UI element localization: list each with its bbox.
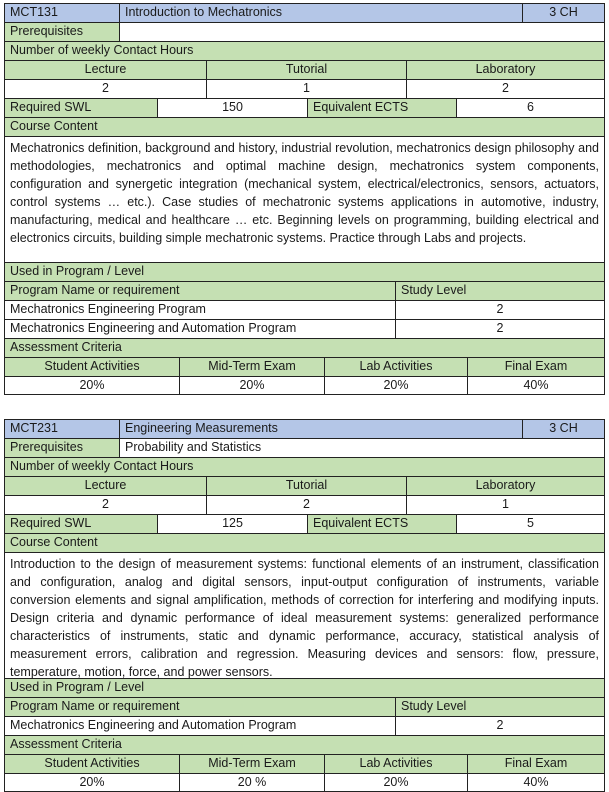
course-code: MCT131	[5, 4, 119, 22]
assessment-criteria-row	[4, 338, 605, 357]
course-table-mct131	[4, 3, 605, 395]
final-exam-value: 40%	[467, 774, 604, 791]
lecture-label: Lecture	[5, 477, 206, 495]
equivalent-ects-value: 6	[456, 99, 604, 117]
course-header-row	[4, 419, 605, 438]
study-level-label: Study Level	[395, 282, 604, 300]
contact-hours-values-row	[4, 79, 605, 98]
assessment-header-row	[4, 754, 605, 773]
course-title: Introduction to Mechatronics	[119, 4, 522, 22]
swl-ects-row	[4, 98, 605, 117]
prerequisites-row	[4, 438, 605, 457]
prerequisites-value	[119, 23, 604, 41]
final-exam-value: 40%	[467, 377, 604, 394]
equivalent-ects-label: Equivalent ECTS	[307, 99, 456, 117]
mid-term-exam-value: 20 %	[179, 774, 324, 791]
program-row	[4, 300, 605, 319]
course-content-label: Course Content	[5, 118, 604, 136]
program-name: Mechatronics Engineering and Automation Program	[5, 320, 395, 338]
study-level-label: Study Level	[395, 698, 604, 716]
mid-term-exam-label: Mid-Term Exam	[179, 755, 324, 773]
course-content-row	[4, 552, 605, 678]
credit-hours: 3 CH	[522, 4, 604, 22]
program-name: Mechatronics Engineering and Automation Program	[5, 717, 395, 735]
course-title: Engineering Measurements	[119, 420, 522, 438]
equivalent-ects-value: 5	[456, 515, 604, 533]
program-level: 2	[395, 320, 604, 338]
laboratory-value: 1	[406, 496, 604, 514]
program-level: 2	[395, 301, 604, 319]
course-content-label: Course Content	[5, 534, 604, 552]
used-in-program-row	[4, 678, 605, 697]
assessment-header-row	[4, 357, 605, 376]
contact-hours-header-row	[4, 60, 605, 79]
prerequisites-row	[4, 22, 605, 41]
final-exam-label: Final Exam	[467, 755, 604, 773]
assessment-criteria-label: Assessment Criteria	[5, 736, 604, 754]
student-activities-label: Student Activities	[5, 755, 179, 773]
program-name-label: Program Name or requirement	[5, 698, 395, 716]
course-header-row	[4, 3, 605, 22]
required-swl-label: Required SWL	[5, 515, 157, 533]
lab-activities-value: 20%	[324, 377, 467, 394]
required-swl-label: Required SWL	[5, 99, 157, 117]
program-header-row	[4, 281, 605, 300]
student-activities-label: Student Activities	[5, 358, 179, 376]
mid-term-exam-value: 20%	[179, 377, 324, 394]
program-row	[4, 716, 605, 735]
mid-term-exam-label: Mid-Term Exam	[179, 358, 324, 376]
student-activities-value: 20%	[5, 377, 179, 394]
course-content-row	[4, 136, 605, 262]
tutorial-value: 2	[206, 496, 406, 514]
course-content-label-row	[4, 117, 605, 136]
prerequisites-label: Prerequisites	[5, 439, 119, 457]
lecture-value: 2	[5, 80, 206, 98]
course-code: MCT231	[5, 420, 119, 438]
laboratory-value: 2	[406, 80, 604, 98]
prerequisites-label: Prerequisites	[5, 23, 119, 41]
assessment-values-row	[4, 773, 605, 792]
program-row	[4, 319, 605, 338]
tutorial-value: 1	[206, 80, 406, 98]
assessment-criteria-label: Assessment Criteria	[5, 339, 604, 357]
lecture-value: 2	[5, 496, 206, 514]
credit-hours: 3 CH	[522, 420, 604, 438]
tutorial-label: Tutorial	[206, 61, 406, 79]
contact-hours-row	[4, 41, 605, 60]
laboratory-label: Laboratory	[406, 477, 604, 495]
swl-ects-row	[4, 514, 605, 533]
lecture-label: Lecture	[5, 61, 206, 79]
required-swl-value: 150	[157, 99, 307, 117]
course-content-text: Mechatronics definition, background and history, industrial revolution, mechatronics design philosophy and methodologies, mechatronics and optimal machine design, mechatronics system components, configuration and synergetic integration (mechanical system, electrical/electronics, sensors, actuators, control systems … etc.). Case studies of mechatronic systems applications in automotive, industry, manufacturing, medical and healthcare … etc. Beginning levels on programming, building electrical and electronics circuits, building simple mechatronic systems. Practice through Labs and projects.	[10, 141, 599, 245]
lab-activities-label: Lab Activities	[324, 358, 467, 376]
assessment-values-row	[4, 376, 605, 395]
program-header-row	[4, 697, 605, 716]
used-in-program-label: Used in Program / Level	[5, 679, 604, 697]
final-exam-label: Final Exam	[467, 358, 604, 376]
tutorial-label: Tutorial	[206, 477, 406, 495]
course-table-mct231	[4, 419, 605, 792]
program-name: Mechatronics Engineering Program	[5, 301, 395, 319]
course-content-text: Introduction to the design of measurement systems: functional elements of an instrument, classification and configuration, analog and digital sensors, input-output configuration of instruments, variable conversion elements and signal amplification, methods of correction for interfering and modifying inputs. Design criteria and dynamic performance of ideal measurement systems: generalized performance characteristics of instruments, static and dynamic performance, accuracy, statistical analysis of measurement errors, calibration and regression. Measuring devices and sensors: flow, pressure, temperature, motion, force, and power sensors.	[10, 557, 599, 679]
student-activities-value: 20%	[5, 774, 179, 791]
contact-hours-label: Number of weekly Contact Hours	[5, 42, 604, 60]
contact-hours-values-row	[4, 495, 605, 514]
prerequisites-value: Probability and Statistics	[119, 439, 604, 457]
course-content-label-row	[4, 533, 605, 552]
contact-hours-header-row	[4, 476, 605, 495]
lab-activities-value: 20%	[324, 774, 467, 791]
used-in-program-row	[4, 262, 605, 281]
program-level: 2	[395, 717, 604, 735]
used-in-program-label: Used in Program / Level	[5, 263, 604, 281]
program-name-label: Program Name or requirement	[5, 282, 395, 300]
equivalent-ects-label: Equivalent ECTS	[307, 515, 456, 533]
contact-hours-row	[4, 457, 605, 476]
laboratory-label: Laboratory	[406, 61, 604, 79]
contact-hours-label: Number of weekly Contact Hours	[5, 458, 604, 476]
lab-activities-label: Lab Activities	[324, 755, 467, 773]
assessment-criteria-row	[4, 735, 605, 754]
required-swl-value: 125	[157, 515, 307, 533]
